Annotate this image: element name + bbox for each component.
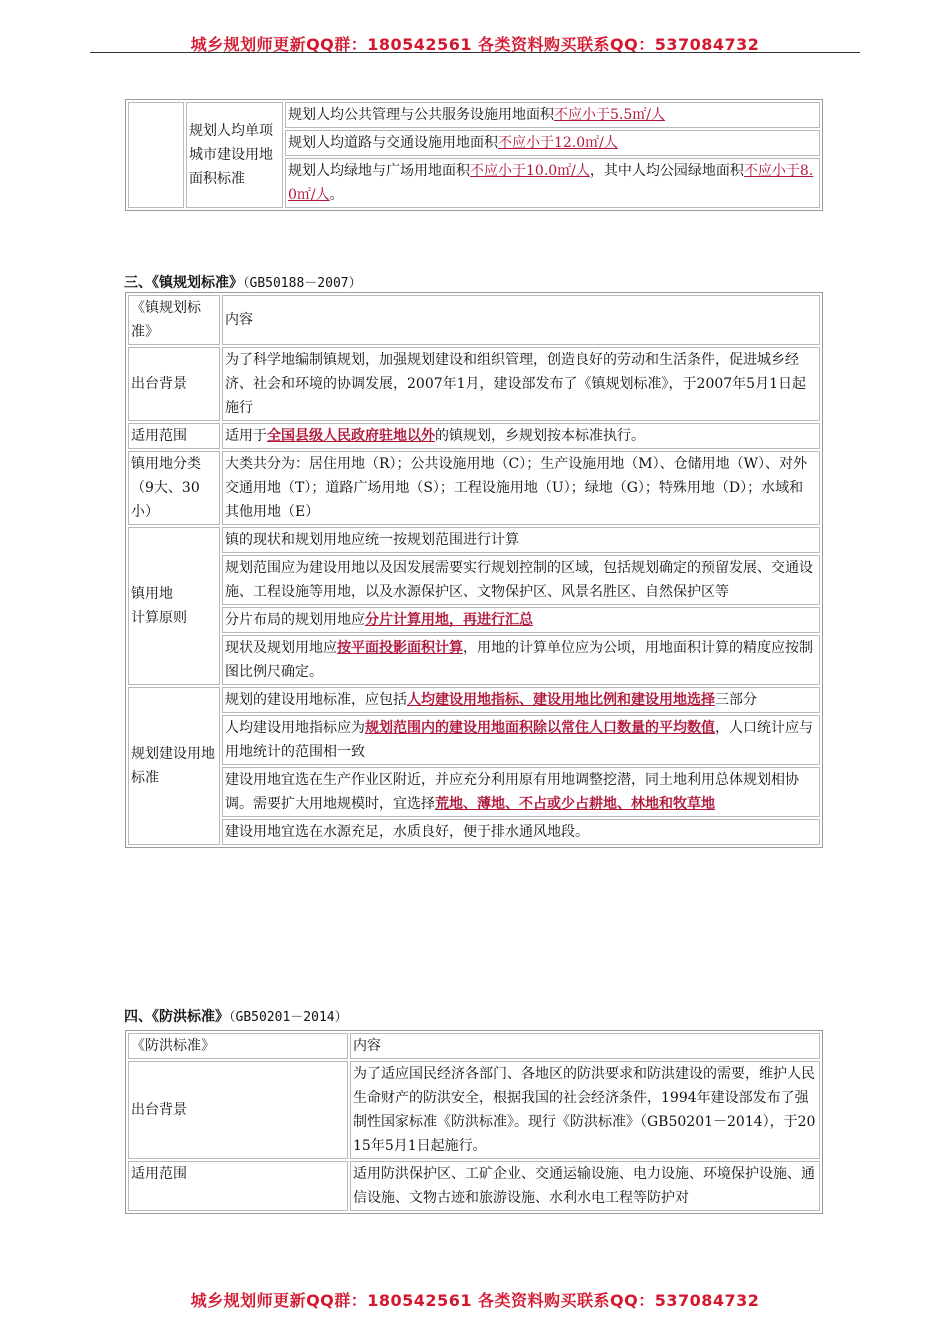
row-label: 规划人均单项城市建设用地面积标准 [186, 102, 283, 208]
row-content: 镇的现状和规划用地应统一按规划范围进行计算 [222, 527, 820, 553]
row-content: 建设用地宜选在水源充足，水质良好，便于排水通风地段。 [222, 819, 820, 845]
row-content: 为了科学地编制镇规划，加强规划建设和组织管理，创造良好的劳动和生活条件，促进城乡经济、社会和环境的协调发展，2007年1月，建设部发布了《镇规划标准》，于2007年5月1日起施行 [222, 347, 820, 421]
header-rule [90, 52, 860, 53]
row-content: 规划范围应为建设用地以及因发展需要实行规划控制的区域，包括规划确定的预留发展、交通设施、工程设施等用地，以及水源保护区、文物保护区、风景名胜区、自然保护区等 [222, 555, 820, 605]
section-title-3: 三、《镇规划标准》（GB50188－2007） [124, 275, 362, 291]
head-left: 《防洪标准》 [128, 1033, 348, 1059]
row-label: 镇用地 计算原则 [128, 527, 220, 685]
row-label: 镇用地分类（9大、30小） [128, 451, 220, 525]
row-content: 人均建设用地指标应为规划范围内的建设用地面积除以常住人口数量的平均数值，人口统计应与用地统计的范围相一致 [222, 715, 820, 765]
row-label: 规划建设用地标准 [128, 687, 220, 845]
town-planning-table [125, 292, 823, 848]
row-content: 分片布局的规划用地应分片计算用地，再进行汇总 [222, 607, 820, 633]
table-row: 规划人均公共管理与公共服务设施用地面积不应小于5.5㎡/人 [285, 102, 820, 128]
row-label: 出台背景 [128, 347, 220, 421]
table-row: 规划人均道路与交通设施用地面积不应小于12.0㎡/人 [285, 130, 820, 156]
row-content: 适用防洪保护区、工矿企业、交通运输设施、电力设施、环境保护设施、通信设施、文物古迹和旅游设施、水利水电工程等防护对 [350, 1161, 820, 1211]
head-right: 内容 [350, 1033, 820, 1059]
head-left: 《镇规划标准》 [128, 295, 220, 345]
per-capita-land-table [125, 99, 823, 211]
header-banner: 城乡规划师更新QQ群：180542561 各类资料购买联系QQ：537084732 [190, 35, 760, 54]
footer-banner: 城乡规划师更新QQ群：180542561 各类资料购买联系QQ：537084732 [190, 1291, 760, 1310]
empty-cell [128, 102, 184, 208]
head-right: 内容 [222, 295, 820, 345]
row-content: 建设用地宜选在生产作业区附近，并应充分利用原有用地调整挖潜，同土地利用总体规划相协调。需要扩大用地规模时，宜选择荒地、薄地、不占或少占耕地、林地和牧草地 [222, 767, 820, 817]
row-label: 出台背景 [128, 1061, 348, 1159]
row-content: 为了适应国民经济各部门、各地区的防洪要求和防洪建设的需要，维护人民生命财产的防洪安全，根据我国的社会经济条件，1994年建设部发布了强制性国家标准《防洪标准》。现行《防洪标准》（GB50201－2014），于2015年5月1日起施行。 [350, 1061, 820, 1159]
section-title-4: 四、《防洪标准》（GB50201－2014） [124, 1009, 348, 1025]
row-content: 适用于全国县级人民政府驻地以外的镇规划，乡规划按本标准执行。 [222, 423, 820, 449]
row-content: 现状及规划用地应按平面投影面积计算，用地的计算单位应为公顷，用地面积计算的精度应按制图比例尺确定。 [222, 635, 820, 685]
row-content: 规划的建设用地标准，应包括人均建设用地指标、建设用地比例和建设用地选择三部分 [222, 687, 820, 713]
row-label: 适用范围 [128, 423, 220, 449]
row-label: 适用范围 [128, 1161, 348, 1211]
flood-standard-table [125, 1030, 823, 1214]
table-row: 规划人均绿地与广场用地面积不应小于10.0㎡/人，其中人均公园绿地面积不应小于8.0㎡/人。 [285, 158, 820, 208]
row-content: 大类共分为：居住用地（R）；公共设施用地（C）；生产设施用地（M）、仓储用地（W）、对外交通用地（T）；道路广场用地（S）；工程设施用地（U）；绿地（G）；特殊用地（D）；水域和其他用地（E） [222, 451, 820, 525]
